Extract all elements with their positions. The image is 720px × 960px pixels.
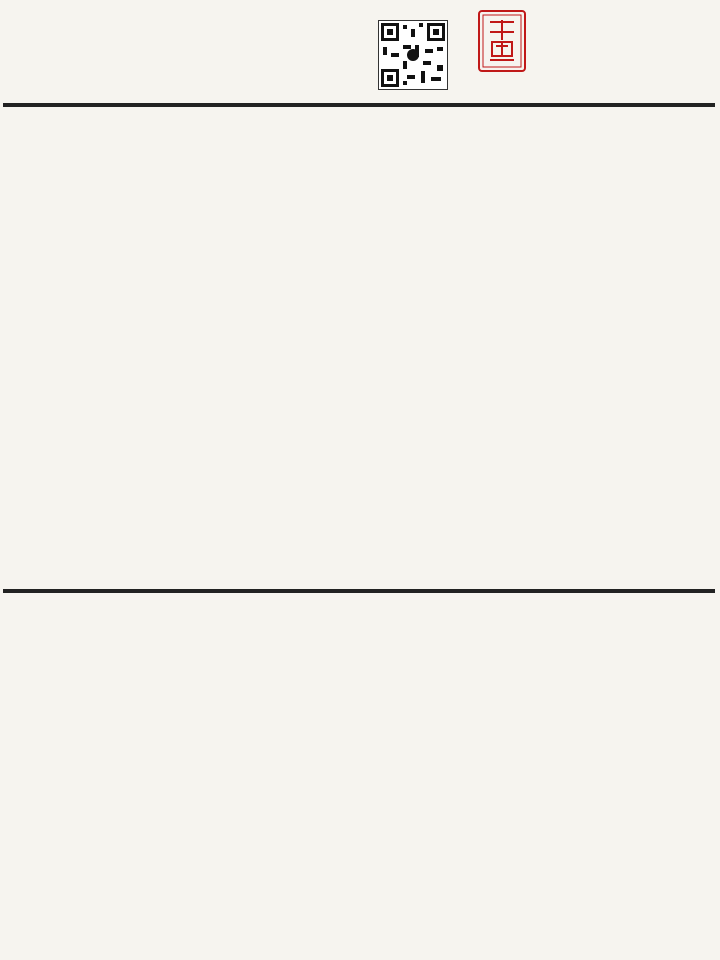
seal-icon: [478, 10, 526, 72]
annual-luck-table: [3, 589, 715, 593]
gender-line: [12, 10, 19, 27]
chart-grid: [3, 103, 715, 107]
header: [12, 10, 19, 27]
qr-code-icon: [378, 20, 448, 90]
